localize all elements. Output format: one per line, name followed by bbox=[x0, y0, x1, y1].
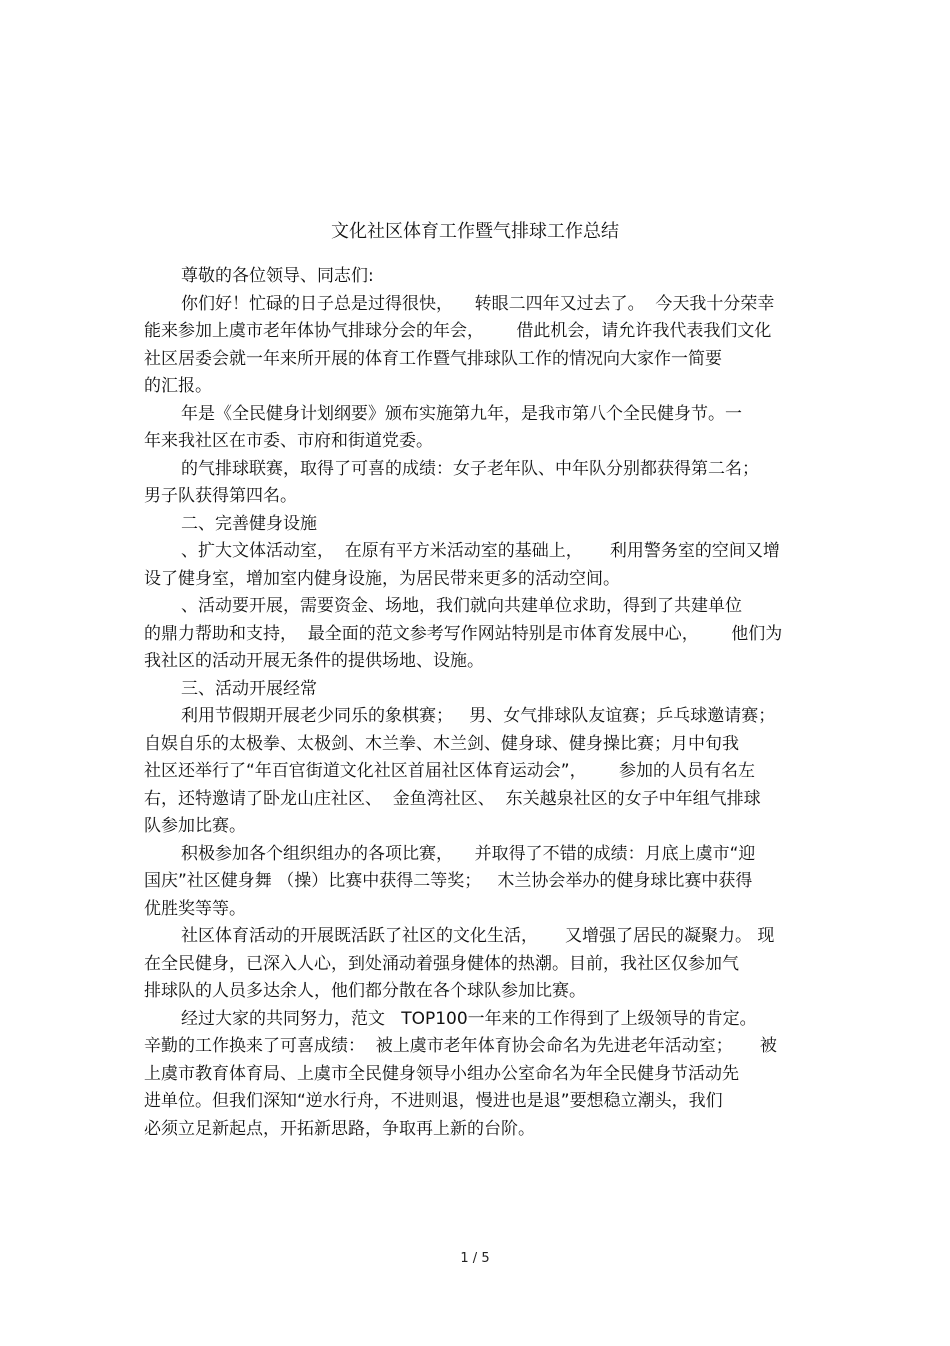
text-line: 社区体育活动的开展既活跃了社区的文化生活， 又增强了居民的凝聚力。 现 bbox=[181, 926, 775, 946]
document-title: 文化社区体育工作暨气排球工作总结 bbox=[331, 221, 619, 242]
text-line: 上虞市教育体育局、上虞市全民健身领导小组办公室命名为年全民健身节活动先 bbox=[144, 1063, 739, 1084]
text-line: 利用节假期开展老少同乐的象棋赛； 男、女气排球队友谊赛；乒乓球邀请赛； bbox=[181, 706, 776, 726]
text-line: 能来参加上虞市老年体协气排球分会的年会， 借此机会，请允许我代表我们文化 bbox=[144, 321, 772, 341]
text-line: 的汇报。 bbox=[144, 376, 212, 396]
text-line: 年来我社区在市委、市府和街道党委。 bbox=[144, 431, 433, 451]
text-line: 社区还举行了“年百官街道文化社区首届社区体育运动会”， 参加的人员有名左 bbox=[144, 761, 756, 781]
text-line: 我社区的活动开展无条件的提供场地、设施。 bbox=[144, 651, 484, 671]
text-line: 自娱自乐的太极拳、太极剑、木兰拳、木兰剑、健身球、健身操比赛；月中旬我 bbox=[144, 733, 739, 754]
text-line: 设了健身室，增加室内健身设施，为居民带来更多的活动空间。 bbox=[144, 568, 620, 589]
text-line: 排球队的人员多达余人，他们都分散在各个球队参加比赛。 bbox=[144, 981, 586, 1001]
document-body bbox=[144, 263, 824, 1143]
text-line: 必须立足新起点，开拓新思路，争取再上新的台阶。 bbox=[144, 1118, 535, 1139]
text-line: 积极参加各个组织组办的各项比赛， 并取得了不错的成绩：月底上虞市“迎 bbox=[181, 843, 756, 864]
text-line: 你们好！忙碌的日子总是过得很快， 转眼二四年又过去了。 今天我十分荣幸 bbox=[181, 293, 775, 314]
text-line: 辛勤的工作换来了可喜成绩： 被上虞市老年体育协会命名为先进老年活动室； 被 bbox=[144, 1036, 777, 1056]
text-line: 进单位。但我们深知“逆水行舟，不进则退，慢进也是退”要想稳立潮头，我们 bbox=[144, 1091, 723, 1111]
text-line: 的气排球联赛，取得了可喜的成绩：女子老年队、中年队分别都获得第二名； bbox=[181, 458, 759, 479]
text-line: 尊敬的各位领导、同志们: bbox=[181, 266, 374, 286]
text-line: 右，还特邀请了卧龙山庄社区、 金鱼湾社区、 东关越泉社区的女子中年组气排球 bbox=[144, 788, 761, 809]
text-line: 队参加比赛。 bbox=[144, 816, 246, 836]
text-line: 优胜奖等等。 bbox=[144, 898, 246, 919]
text-line: 经过大家的共同努力，范文 TOP100一年来的工作得到了上级领导的肯定。 bbox=[181, 1008, 757, 1029]
text-line: 男子队获得第四名。 bbox=[144, 486, 297, 506]
text-line: 年是《全民健身计划纲要》颁布实施第九年，是我市第八个全民健身节。一 bbox=[181, 403, 742, 424]
text-line: 社区居委会就一年来所开展的体育工作暨气排球队工作的情况向大家作一简要 bbox=[144, 348, 722, 369]
text-line: 在全民健身，已深入人心，到处涌动着强身健体的热潮。目前，我社区仅参加气 bbox=[144, 953, 739, 974]
text-line: 、活动要开展，需要资金、场地，我们就向共建单位求助，得到了共建单位 bbox=[181, 596, 742, 616]
page-indicator: 1 / 5 bbox=[460, 1251, 490, 1266]
text-line: 三、活动开展经常 bbox=[181, 678, 317, 699]
text-line: 国庆”社区健身舞 （操）比赛中获得二等奖； 木兰协会举办的健身球比赛中获得 bbox=[144, 871, 753, 891]
text-line: 、扩大文体活动室， 在原有平方米活动室的基础上， 利用警务室的空间又增 bbox=[181, 541, 780, 561]
text-line: 的鼎力帮助和支持， 最全面的范文参考写作网站特别是市体育发展中心， 他们为 bbox=[144, 623, 783, 644]
text-line: 二、完善健身设施 bbox=[181, 513, 317, 534]
